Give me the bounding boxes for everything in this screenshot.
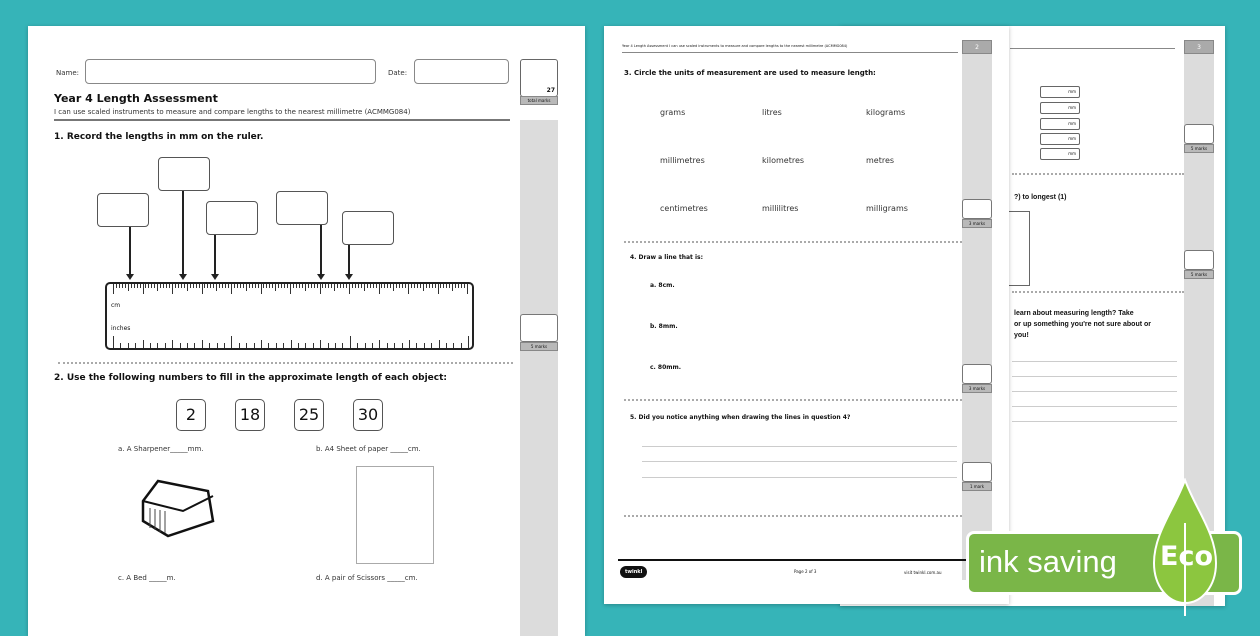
- ruler-tick: [128, 284, 129, 291]
- ruler-tick: [160, 284, 161, 288]
- ruler-tick: [263, 284, 264, 288]
- ruler-tick: [399, 284, 400, 288]
- ruler-tick: [240, 284, 241, 288]
- ruler-tick: [317, 284, 318, 288]
- answer-box[interactable]: [342, 211, 394, 245]
- divider: [1012, 291, 1184, 293]
- total-marks-box: [520, 59, 558, 97]
- ruler-tick: [331, 284, 332, 288]
- writing-line: [642, 446, 957, 447]
- ruler-tick: [246, 343, 247, 348]
- ink-saving-label: ink saving: [979, 544, 1117, 579]
- item-paper: b. A4 Sheet of paper _____cm.: [316, 445, 421, 453]
- item-scissors: d. A pair of Scissors _____cm.: [316, 574, 418, 582]
- ruler-tick: [239, 343, 240, 348]
- ruler-tick: [325, 284, 326, 288]
- unit-option[interactable]: centimetres: [660, 204, 708, 213]
- ruler-tick: [443, 284, 444, 288]
- paper-image: [356, 466, 434, 564]
- ruler-tick: [199, 284, 200, 288]
- divider: [624, 399, 962, 401]
- ruler-tick: [261, 284, 262, 294]
- ruler-tick: [283, 343, 284, 348]
- ruler-tick: [268, 343, 269, 348]
- ruler-tick: [337, 284, 338, 288]
- ruler-tick: [154, 284, 155, 288]
- ruler-tick: [414, 284, 415, 288]
- ruler-tick: [313, 343, 314, 348]
- twinkl-logo: twinkl: [620, 566, 647, 578]
- ruler-tick: [405, 284, 406, 288]
- marks-label: 5 marks: [1184, 144, 1214, 153]
- ruler-tick: [128, 343, 129, 348]
- ruler-tick: [402, 343, 403, 348]
- answer-box[interactable]: mm: [1040, 133, 1080, 145]
- marks-box[interactable]: [962, 364, 992, 384]
- q3-marks: 3 marks: [962, 219, 992, 228]
- ruler-tick: [350, 336, 351, 348]
- worksheet-page-1: [28, 26, 585, 636]
- ruler-tick: [393, 284, 394, 291]
- ruler-tick: [143, 284, 144, 294]
- ruler-tick: [116, 284, 117, 288]
- answer-box[interactable]: mm: [1040, 102, 1080, 114]
- ruler: [105, 282, 474, 350]
- arrow: [129, 227, 131, 275]
- name-label: Name:: [56, 69, 80, 77]
- ruler-tick: [234, 284, 235, 288]
- ruler-tick: [334, 284, 335, 291]
- ruler-tick: [349, 284, 350, 294]
- divider: [624, 241, 962, 243]
- q1-marks-box[interactable]: [520, 314, 558, 342]
- ruler-tick: [461, 343, 462, 348]
- answer-box[interactable]: [158, 157, 210, 191]
- unit-option[interactable]: millilitres: [762, 204, 799, 213]
- arrow: [348, 245, 350, 275]
- marks-column: [962, 40, 992, 580]
- unit-option[interactable]: milligrams: [866, 204, 908, 213]
- question-5: 5. Did you notice anything when drawing the lines in question 4?: [630, 414, 851, 421]
- ruler-tick: [387, 284, 388, 288]
- ruler-tick: [305, 343, 306, 348]
- footer-rule: [618, 559, 978, 561]
- ruler-tick: [207, 284, 208, 288]
- ruler-tick: [420, 284, 421, 288]
- page-number-tab: 3: [1184, 40, 1214, 54]
- ruler-tick: [328, 284, 329, 288]
- ruler-tick: [440, 284, 441, 288]
- ruler-tick: [213, 284, 214, 288]
- ruler-tick: [137, 284, 138, 288]
- ruler-tick: [243, 284, 244, 288]
- ruler-tick: [396, 284, 397, 288]
- footer-url: visit twinkl.com.au: [904, 570, 942, 575]
- divider: [58, 362, 513, 364]
- ruler-cm-label: cm: [111, 302, 121, 309]
- ruler-tick: [468, 336, 469, 348]
- writing-line: [1012, 391, 1177, 392]
- ruler-tick: [202, 284, 203, 294]
- arrow: [214, 235, 216, 275]
- ruler-tick: [135, 343, 136, 348]
- ruler-tick: [390, 284, 391, 288]
- ruler-tick: [381, 284, 382, 288]
- item-bed: c. A Bed _____m.: [118, 574, 176, 582]
- ruler-tick: [458, 284, 459, 288]
- ruler-tick: [187, 343, 188, 348]
- unit-option[interactable]: millimetres: [660, 156, 705, 165]
- item-sharpener: a. A Sharpener_____mm.: [118, 445, 204, 453]
- ruler-tick: [190, 284, 191, 288]
- answer-box[interactable]: [276, 191, 328, 225]
- page-number-tab: 2: [962, 40, 992, 54]
- ruler-tick: [357, 343, 358, 348]
- ruler-tick: [169, 284, 170, 288]
- q5-marks: 1 mark: [962, 482, 992, 491]
- ruler-tick: [322, 284, 323, 288]
- divider: [1012, 173, 1184, 175]
- q1-marks: 5 marks: [520, 342, 558, 351]
- ruler-tick: [464, 284, 465, 288]
- ruler-tick: [372, 343, 373, 348]
- divider: [624, 515, 962, 517]
- ruler-tick: [379, 340, 380, 348]
- ruler-tick: [370, 284, 371, 288]
- ruler-tick: [343, 284, 344, 288]
- ruler-tick: [376, 284, 377, 288]
- ruler-tick: [219, 284, 220, 288]
- ruler-tick: [163, 284, 164, 288]
- ruler-tick: [352, 284, 353, 288]
- ruler-tick: [157, 284, 158, 291]
- ruler-tick: [266, 284, 267, 288]
- question-reflect: learn about measuring length? Take or up something you're not sure about or you!: [1014, 310, 1152, 339]
- answer-box[interactable]: [206, 201, 258, 235]
- ruler-tick: [411, 284, 412, 288]
- eco-label: Eco: [1160, 541, 1213, 572]
- name-field[interactable]: [85, 59, 376, 84]
- ruler-tick: [384, 284, 385, 288]
- ruler-tick: [438, 284, 439, 294]
- writing-line: [1012, 361, 1177, 362]
- ruler-tick: [202, 340, 203, 348]
- ruler-tick: [367, 284, 368, 288]
- ruler-tick: [298, 343, 299, 348]
- ruler-tick: [446, 343, 447, 348]
- ruler-tick: [231, 284, 232, 294]
- ruler-tick: [409, 340, 410, 348]
- ruler-inches-label: inches: [111, 325, 131, 332]
- date-field[interactable]: [414, 59, 509, 84]
- ruler-tick: [231, 336, 232, 348]
- ruler-tick: [120, 343, 121, 348]
- number-card: 2: [176, 399, 206, 431]
- date-label: Date:: [388, 69, 408, 77]
- number-card: 18: [235, 399, 265, 431]
- page-header: Year 4 Length Assessment I can use scaled instruments to measure and compare lengths to the nearest millimetre (ACMMG084): [622, 44, 848, 48]
- ruler-tick: [131, 284, 132, 288]
- ruler-tick: [281, 284, 282, 288]
- ruler-tick: [284, 284, 285, 288]
- ruler-tick: [335, 343, 336, 348]
- sharpener-icon: [138, 466, 228, 541]
- footer-page: Page 2 of 3: [794, 569, 817, 574]
- ruler-tick: [355, 284, 356, 288]
- ruler-tick: [249, 284, 250, 288]
- ruler-tick: [145, 284, 146, 288]
- answer-box[interactable]: [97, 193, 149, 227]
- ruler-tick: [204, 284, 205, 288]
- unit-option[interactable]: kilograms: [866, 108, 906, 117]
- ruler-tick: [122, 284, 123, 288]
- ruler-tick: [180, 343, 181, 348]
- ruler-tick: [278, 284, 279, 288]
- ruler-tick: [113, 336, 114, 348]
- arrow: [182, 191, 184, 275]
- ruler-tick: [455, 284, 456, 288]
- q4-item: a. 8cm.: [650, 282, 675, 289]
- marks-box[interactable]: [962, 462, 992, 482]
- q4-item: c. 80mm.: [650, 364, 682, 371]
- marks-box[interactable]: [1184, 124, 1214, 144]
- ruler-tick: [275, 284, 276, 291]
- ruler-tick: [225, 284, 226, 288]
- worksheet-page-2: [604, 26, 1009, 604]
- ruler-tick: [305, 284, 306, 291]
- writing-line: [642, 477, 957, 478]
- ruler-tick: [373, 284, 374, 288]
- learning-objective: I can use scaled instruments to measure and compare lengths to the nearest millimetre (ACMMG084): [54, 108, 411, 116]
- ruler-tick: [342, 343, 343, 348]
- ruler-tick: [320, 284, 321, 294]
- ruler-tick: [209, 343, 210, 348]
- writing-line: [1012, 406, 1177, 407]
- ruler-tick: [402, 284, 403, 288]
- unit-option[interactable]: grams: [660, 108, 686, 117]
- ruler-tick: [237, 284, 238, 288]
- ruler-tick: [184, 284, 185, 288]
- ruler-tick: [361, 284, 362, 288]
- ruler-tick: [193, 284, 194, 288]
- ruler-tick: [346, 284, 347, 288]
- title-rule: [54, 119, 510, 121]
- ruler-tick: [172, 284, 173, 294]
- ruler-tick: [432, 284, 433, 288]
- ruler-tick: [328, 343, 329, 348]
- ruler-tick: [165, 343, 166, 348]
- ruler-tick: [453, 343, 454, 348]
- ruler-tick: [216, 284, 217, 291]
- ruler-tick: [299, 284, 300, 288]
- ruler-tick: [387, 343, 388, 348]
- ruler-tick: [178, 284, 179, 288]
- header-rule: [622, 52, 958, 53]
- ruler-tick: [314, 284, 315, 288]
- ruler-tick: [461, 284, 462, 288]
- writing-line: [1012, 421, 1177, 422]
- marks-column: [520, 120, 558, 636]
- answer-box[interactable]: mm: [1040, 148, 1080, 160]
- ruler-tick: [228, 284, 229, 288]
- question-4: 4. Draw a line that is:: [630, 254, 704, 261]
- header-rule: [1010, 48, 1175, 49]
- ruler-tick: [449, 284, 450, 288]
- arrow: [320, 225, 322, 275]
- ruler-tick: [151, 284, 152, 288]
- ruler-tick: [157, 343, 158, 348]
- ruler-tick: [246, 284, 247, 291]
- question-3: 3. Circle the units of measurement are used to measure length:: [624, 69, 876, 77]
- ruler-tick: [320, 340, 321, 348]
- ruler-tick: [426, 284, 427, 288]
- ruler-tick: [429, 284, 430, 288]
- ruler-tick: [258, 284, 259, 288]
- ruler-tick: [311, 284, 312, 288]
- ruler-tick: [417, 284, 418, 288]
- ruler-tick: [134, 284, 135, 288]
- ruler-tick: [175, 284, 176, 288]
- unit-option[interactable]: kilometres: [762, 156, 805, 165]
- ruler-tick: [290, 284, 291, 294]
- ruler-tick: [467, 284, 468, 294]
- ruler-tick: [194, 343, 195, 348]
- ruler-tick: [196, 284, 197, 288]
- ruler-tick: [166, 284, 167, 288]
- ruler-tick: [394, 343, 395, 348]
- ruler-tick: [143, 340, 144, 348]
- ruler-tick: [291, 340, 292, 348]
- unit-option[interactable]: litres: [762, 108, 782, 117]
- ruler-tick: [261, 340, 262, 348]
- ruler-tick: [148, 284, 149, 288]
- ruler-tick: [340, 284, 341, 288]
- ruler-tick: [276, 343, 277, 348]
- answer-box[interactable]: mm: [1040, 118, 1080, 130]
- ruler-tick: [217, 343, 218, 348]
- ruler-tick: [181, 284, 182, 288]
- marks-box[interactable]: [1184, 250, 1214, 270]
- ruler-tick: [269, 284, 270, 288]
- writing-line: [1012, 376, 1177, 377]
- question-1: 1. Record the lengths in mm on the ruler.: [54, 132, 264, 142]
- ruler-tick: [308, 284, 309, 288]
- page-title: Year 4 Length Assessment: [54, 92, 218, 105]
- ruler-tick: [293, 284, 294, 288]
- marks-label: 5 marks: [1184, 270, 1214, 279]
- total-score: 27: [546, 87, 555, 94]
- ruler-tick: [113, 284, 114, 294]
- ruler-tick: [224, 343, 225, 348]
- ruler-tick: [452, 284, 453, 291]
- ruler-tick: [365, 343, 366, 348]
- ruler-tick: [255, 284, 256, 288]
- ruler-tick: [140, 284, 141, 288]
- ruler-tick: [379, 284, 380, 294]
- ruler-tick: [416, 343, 417, 348]
- ruler-tick: [446, 284, 447, 288]
- ruler-tick: [439, 340, 440, 348]
- ruler-tick: [364, 284, 365, 291]
- ruler-tick: [252, 284, 253, 288]
- ruler-tick: [187, 284, 188, 291]
- ruler-tick: [435, 284, 436, 288]
- unit-option[interactable]: metres: [866, 156, 895, 165]
- ruler-tick: [172, 340, 173, 348]
- ruler-tick: [358, 284, 359, 288]
- ruler-tick: [272, 284, 273, 288]
- ruler-tick: [210, 284, 211, 288]
- marks-box[interactable]: [962, 199, 992, 219]
- question-2: 2. Use the following numbers to fill in the approximate length of each object:: [54, 373, 448, 383]
- q4-item: b. 8mm.: [650, 323, 678, 330]
- ruler-tick: [150, 343, 151, 348]
- ruler-tick: [296, 284, 297, 288]
- question-order: ?) to longest (1): [1014, 194, 1067, 201]
- ruler-tick: [423, 284, 424, 291]
- ruler-tick: [125, 284, 126, 288]
- answer-box[interactable]: mm: [1040, 86, 1080, 98]
- ruler-tick: [408, 284, 409, 294]
- ruler-tick: [254, 343, 255, 348]
- ruler-tick: [424, 343, 425, 348]
- total-label: total marks: [520, 96, 558, 105]
- ruler-tick: [222, 284, 223, 288]
- number-card: 30: [353, 399, 383, 431]
- q4-marks: 3 marks: [962, 384, 992, 393]
- ruler-tick: [287, 284, 288, 288]
- writing-line: [642, 461, 957, 462]
- ruler-tick: [302, 284, 303, 288]
- number-card: 25: [294, 399, 324, 431]
- ruler-tick: [119, 284, 120, 288]
- ruler-tick: [431, 343, 432, 348]
